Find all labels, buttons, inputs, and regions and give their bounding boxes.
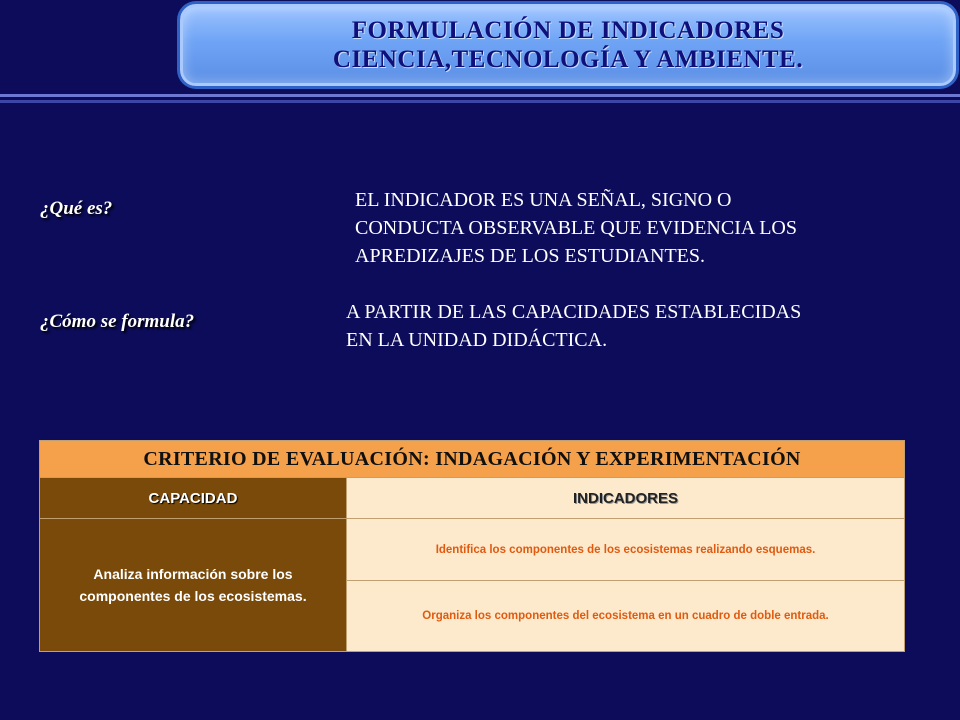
divider-line xyxy=(0,100,960,103)
question-what: ¿Qué es? xyxy=(40,198,113,219)
divider-line xyxy=(0,94,960,97)
indicator-cell: Organiza los componentes del ecosistema en un cuadro de doble entrada. xyxy=(347,581,905,652)
title-line-2: CIENCIA,TECNOLOGÍA Y AMBIENTE. xyxy=(332,46,804,73)
answer-line: EL INDICADOR ES UNA SEÑAL, SIGNO O xyxy=(355,189,732,211)
question-how: ¿Cómo se formula? xyxy=(40,311,195,332)
answer-line: CONDUCTA OBSERVABLE QUE EVIDENCIA LOS xyxy=(355,217,798,239)
answer-how xyxy=(346,298,801,354)
column-header-indicadores: INDICADORES xyxy=(347,478,905,519)
title-banner xyxy=(180,4,956,86)
answer-line: EN LA UNIDAD DIDÁCTICA. xyxy=(346,329,608,351)
title-line-1: FORMULACIÓN DE INDICADORES xyxy=(351,17,785,44)
answer-line: A PARTIR DE LAS CAPACIDADES ESTABLECIDAS xyxy=(346,301,802,323)
table-header: CRITERIO DE EVALUACIÓN: INDAGACIÓN Y EXPERIMENTACIÓN xyxy=(40,441,905,478)
answer-line: APREDIZAJES DE LOS ESTUDIANTES. xyxy=(355,245,705,267)
column-header-capacidad: CAPACIDAD xyxy=(40,478,347,519)
criteria-table xyxy=(39,440,905,652)
answer-what xyxy=(355,186,797,270)
capacidad-cell: Analiza información sobre los componentes de los ecosistemas. xyxy=(40,519,347,652)
indicator-cell: Identifica los componentes de los ecosistemas realizando esquemas. xyxy=(347,519,905,581)
